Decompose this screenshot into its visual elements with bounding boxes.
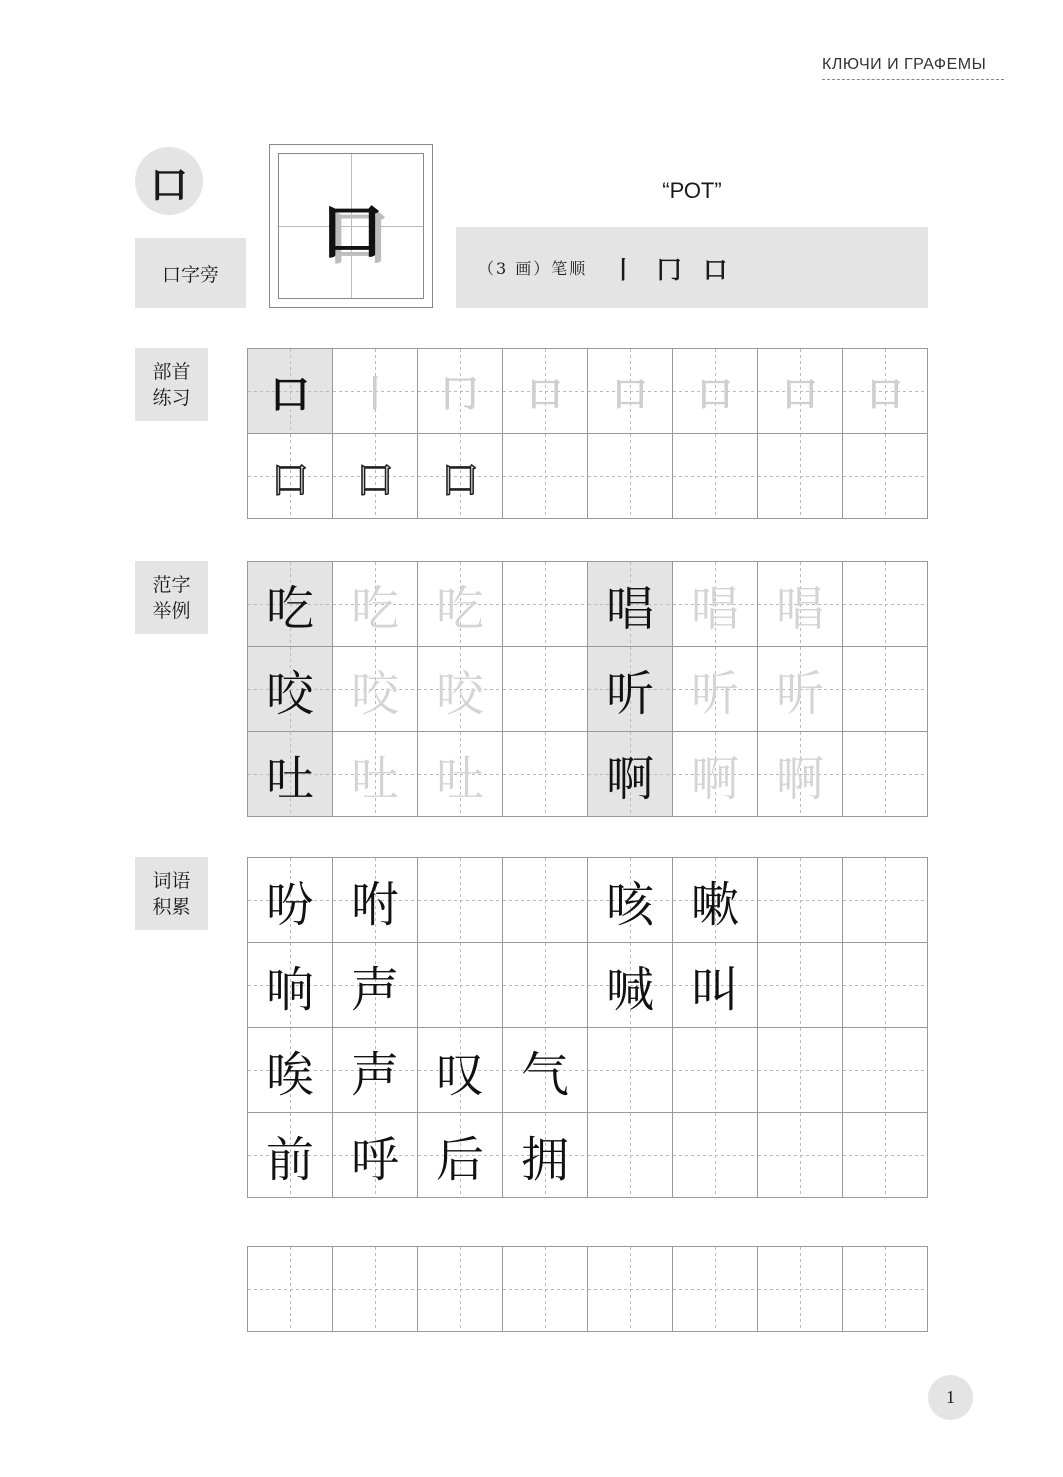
grid-cell[interactable] — [673, 647, 758, 732]
grid-cell[interactable] — [333, 943, 418, 1028]
section-label-examples — [135, 561, 208, 634]
grid-cell[interactable] — [503, 434, 588, 519]
grid-character: 后 — [435, 1131, 484, 1188]
grid-cell[interactable] — [503, 1247, 588, 1332]
grid-cell[interactable] — [758, 1028, 843, 1113]
grid-character: 咐 — [350, 876, 399, 933]
grid-cell[interactable] — [758, 434, 843, 519]
grid-character: 啊 — [605, 750, 654, 807]
grid-cell[interactable] — [418, 1113, 503, 1198]
grid-character: 口 — [440, 457, 479, 502]
radical-meaning: “РОТ” — [662, 178, 722, 203]
grid-character: 口 — [270, 370, 310, 418]
grid-cell[interactable] — [503, 562, 588, 647]
grid-cell[interactable] — [503, 732, 588, 817]
grid-cell[interactable] — [758, 562, 843, 647]
grid-character: 吐 — [265, 750, 314, 807]
grid-cell[interactable] — [333, 1113, 418, 1198]
vocab-grid — [247, 857, 928, 1198]
section-label-line: 范字 — [152, 573, 191, 596]
grid-cell[interactable] — [333, 732, 418, 817]
grid-cell[interactable] — [673, 434, 758, 519]
grid-character: 咳 — [605, 876, 654, 933]
grid-character: 啊 — [690, 750, 739, 807]
grid-character: 口 — [696, 372, 733, 415]
stroke-step: 丨 — [611, 256, 636, 284]
grid-character: 声 — [350, 961, 399, 1018]
grid-character: 声 — [350, 1046, 399, 1103]
grid-cell[interactable] — [588, 1028, 673, 1113]
grid-character: 咬 — [265, 665, 314, 722]
grid-character: 唱 — [690, 580, 739, 637]
stroke-display-box — [269, 144, 433, 308]
grid-cell[interactable] — [248, 732, 333, 817]
examples-grid — [247, 561, 928, 817]
grid-cell[interactable] — [843, 732, 928, 817]
grid-cell[interactable] — [588, 858, 673, 943]
stroke-step: 口 — [703, 256, 728, 284]
grid-cell[interactable] — [758, 943, 843, 1028]
grid-cell[interactable] — [503, 647, 588, 732]
grid-cell[interactable] — [843, 434, 928, 519]
grid-cell[interactable] — [673, 1113, 758, 1198]
grid-character: 听 — [605, 665, 654, 722]
practice-grid — [247, 348, 928, 519]
grid-cell[interactable] — [758, 1113, 843, 1198]
grid-cell[interactable] — [333, 434, 418, 519]
grid-character: 响 — [265, 961, 314, 1018]
section-label-line: 积累 — [152, 895, 191, 918]
grid-cell[interactable] — [418, 732, 503, 817]
section-label-practice — [135, 348, 208, 421]
section-label-line: 练习 — [152, 386, 191, 409]
grid-character: 咬 — [350, 665, 399, 722]
grid-cell[interactable] — [418, 647, 503, 732]
section-label-line: 词语 — [152, 869, 191, 892]
grid-character: 啊 — [775, 750, 824, 807]
grid-cell[interactable] — [843, 858, 928, 943]
grid-cell[interactable] — [588, 647, 673, 732]
grid-character: 嗽 — [690, 876, 739, 933]
grid-cell[interactable] — [588, 1247, 673, 1332]
stroke-order-label: （3 画）笔顺 — [478, 259, 588, 278]
grid-character: 拥 — [520, 1131, 569, 1188]
grid-cell[interactable] — [248, 1247, 333, 1332]
grid-cell[interactable] — [248, 647, 333, 732]
stroke-grid — [278, 153, 424, 299]
grid-character: 吃 — [350, 580, 399, 637]
grid-cell[interactable] — [333, 1028, 418, 1113]
grid-cell[interactable] — [248, 562, 333, 647]
grid-cell[interactable] — [588, 1113, 673, 1198]
section-label-line: 举例 — [152, 599, 191, 622]
grid-cell[interactable] — [673, 1247, 758, 1332]
grid-cell[interactable] — [333, 858, 418, 943]
grid-character: 前 — [265, 1131, 314, 1188]
grid-character: 呼 — [350, 1131, 399, 1188]
grid-cell[interactable] — [333, 1247, 418, 1332]
grid-cell[interactable] — [673, 943, 758, 1028]
grid-character: 吐 — [350, 750, 399, 807]
grid-cell[interactable] — [673, 1028, 758, 1113]
grid-character: 唱 — [775, 580, 824, 637]
grid-character: 听 — [775, 665, 824, 722]
stroke-order-bar — [456, 227, 928, 308]
grid-cell[interactable] — [418, 1028, 503, 1113]
grid-cell[interactable] — [333, 349, 418, 434]
grid-character: 冂 — [441, 372, 478, 415]
grid-cell[interactable] — [418, 562, 503, 647]
blank-practice-grid — [247, 1246, 928, 1332]
radical-name: 口字旁 — [135, 238, 246, 308]
stroke-order-steps — [611, 250, 727, 285]
grid-cell[interactable] — [248, 943, 333, 1028]
grid-character: 口 — [866, 372, 903, 415]
grid-cell[interactable] — [843, 562, 928, 647]
grid-cell[interactable] — [588, 349, 673, 434]
page-number: 1 — [928, 1375, 973, 1420]
grid-cell[interactable] — [843, 647, 928, 732]
grid-cell[interactable] — [503, 349, 588, 434]
grid-cell[interactable] — [843, 1247, 928, 1332]
grid-character: 喊 — [605, 961, 654, 1018]
grid-cell[interactable] — [843, 349, 928, 434]
grid-cell[interactable] — [673, 858, 758, 943]
grid-cell[interactable] — [758, 349, 843, 434]
grid-cell[interactable] — [418, 434, 503, 519]
grid-cell[interactable] — [758, 858, 843, 943]
grid-cell[interactable] — [673, 732, 758, 817]
grid-cell[interactable] — [843, 1028, 928, 1113]
grid-cell[interactable] — [418, 943, 503, 1028]
grid-cell[interactable] — [248, 434, 333, 519]
grid-character: 咬 — [435, 665, 484, 722]
grid-cell[interactable] — [588, 732, 673, 817]
grid-cell[interactable] — [588, 562, 673, 647]
grid-cell[interactable] — [248, 858, 333, 943]
grid-cell[interactable] — [588, 943, 673, 1028]
grid-cell[interactable] — [843, 943, 928, 1028]
header-title: КЛЮЧИ И ГРАФЕМЫ — [822, 56, 1004, 80]
grid-cell[interactable] — [333, 562, 418, 647]
grid-character: 唉 — [265, 1046, 314, 1103]
grid-character: 口 — [526, 372, 563, 415]
grid-cell[interactable] — [503, 858, 588, 943]
grid-character: 口 — [781, 372, 818, 415]
grid-cell[interactable] — [673, 349, 758, 434]
grid-cell[interactable] — [248, 1113, 333, 1198]
grid-cell[interactable] — [418, 349, 503, 434]
radical-badge: 口 — [135, 147, 203, 215]
grid-character: 叫 — [690, 961, 739, 1018]
grid-character: 吩 — [265, 876, 314, 933]
grid-cell[interactable] — [418, 1247, 503, 1332]
grid-character: 口 — [611, 372, 648, 415]
stroke-step: 冂 — [657, 256, 682, 284]
section-label-vocab — [135, 857, 208, 930]
grid-cell[interactable] — [758, 732, 843, 817]
grid-cell[interactable] — [418, 858, 503, 943]
grid-character: 丨 — [356, 372, 393, 415]
stroke-character: 口 — [320, 196, 384, 270]
grid-cell[interactable] — [758, 647, 843, 732]
grid-character: 气 — [520, 1046, 569, 1103]
grid-character: 吐 — [435, 750, 484, 807]
grid-cell[interactable] — [503, 1113, 588, 1198]
grid-character: 吃 — [435, 580, 484, 637]
grid-character: 口 — [270, 457, 309, 502]
grid-cell[interactable] — [333, 647, 418, 732]
grid-character: 口 — [355, 457, 394, 502]
grid-cell[interactable] — [843, 1113, 928, 1198]
grid-cell[interactable] — [673, 562, 758, 647]
grid-character: 听 — [690, 665, 739, 722]
grid-character: 吃 — [265, 580, 314, 637]
grid-cell[interactable] — [758, 1247, 843, 1332]
grid-cell[interactable] — [248, 1028, 333, 1113]
section-label-line: 部首 — [152, 360, 191, 383]
grid-cell[interactable] — [588, 434, 673, 519]
grid-character: 唱 — [605, 580, 654, 637]
grid-cell[interactable] — [248, 349, 333, 434]
grid-cell[interactable] — [503, 1028, 588, 1113]
grid-character: 叹 — [435, 1046, 484, 1103]
grid-cell[interactable] — [503, 943, 588, 1028]
